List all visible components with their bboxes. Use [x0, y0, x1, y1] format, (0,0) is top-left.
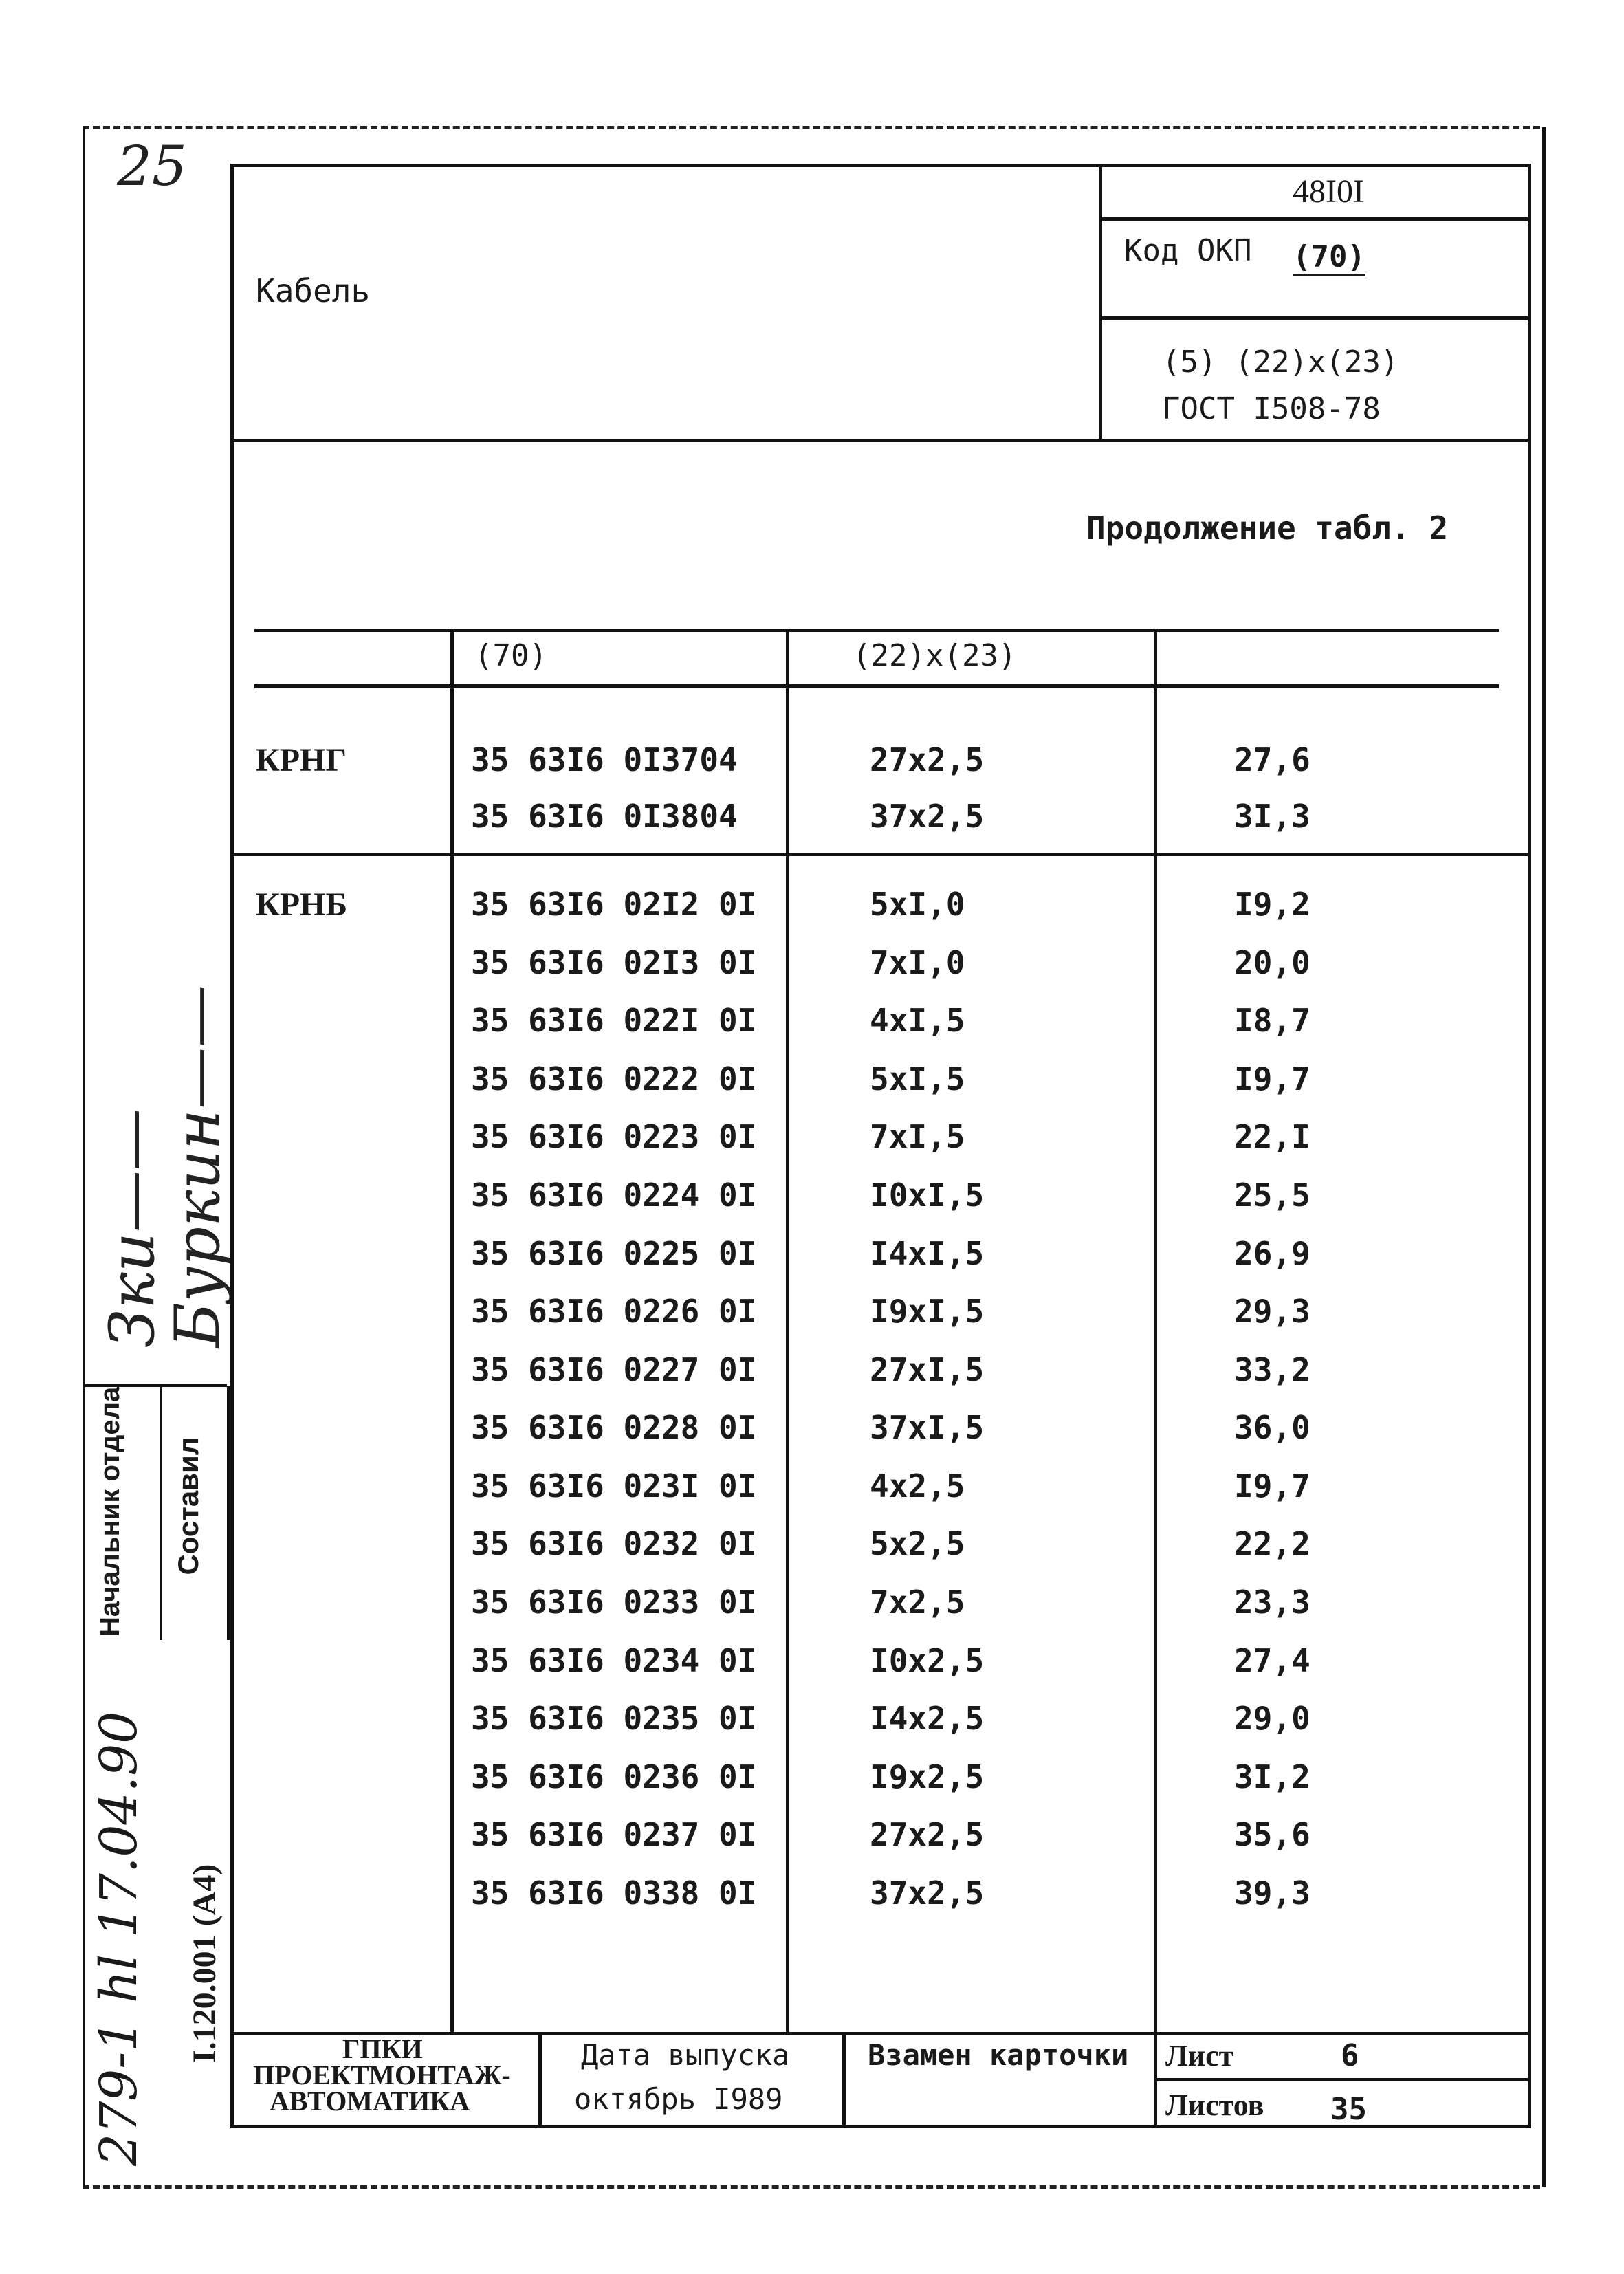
size-cell: 4xI,5 [870, 1002, 965, 1039]
margin-page-number: 25 [117, 134, 187, 198]
frame-top-border [83, 126, 1540, 129]
size-cell: 27x2,5 [870, 741, 985, 778]
sheet-left-line [230, 164, 234, 2127]
footer-date-label: Дата выпуска [581, 2038, 790, 2072]
okp-code-cell: 35 63I6 022I 0I [471, 1002, 757, 1039]
margin-stamp-code: I.120.001 (A4) [186, 1863, 223, 2063]
value-cell: 22,2 [1234, 1525, 1310, 1562]
footer-sheet-divider [1154, 2078, 1529, 2081]
margin-stamp-divider-mid [160, 1386, 162, 1640]
value-cell: I9,2 [1234, 886, 1310, 923]
okp-code-cell: 35 63I6 0226 0I [471, 1293, 757, 1330]
okp-code-cell: 35 63I6 0227 0I [471, 1351, 757, 1388]
footer-col-line-2 [842, 2032, 846, 2126]
value-cell: 26,9 [1234, 1235, 1310, 1272]
continuation-caption: Продолжение табл. 2 [1086, 510, 1449, 547]
okp-code: (70) [1293, 239, 1365, 274]
okp-code-cell: 35 63I6 0225 0I [471, 1235, 757, 1272]
table-header-okp: (70) [474, 638, 547, 673]
value-cell: I9,7 [1234, 1467, 1310, 1505]
size-cell: 5xI,5 [870, 1060, 965, 1097]
value-cell: I9,7 [1234, 1060, 1310, 1097]
okp-code-cell: 35 63I6 0224 0I [471, 1177, 757, 1214]
okp-code-cell: 35 63I6 0234 0I [471, 1642, 757, 1679]
table-col-line-1 [450, 629, 454, 2034]
document-number: 48I0I [1293, 173, 1364, 210]
margin-stamp-divider-right [227, 1386, 230, 1640]
okp-code-cell: 35 63I6 0233 0I [471, 1584, 757, 1621]
group-name-krnb: КРНБ [256, 886, 348, 923]
designation-line-2: ГОСТ I508-78 [1162, 391, 1381, 426]
frame-right-border [1542, 127, 1546, 2187]
footer-sheet-value: 6 [1341, 2038, 1359, 2073]
okp-code-cell: 35 63I6 0228 0I [471, 1409, 757, 1446]
size-cell: 37xI,5 [870, 1409, 985, 1446]
size-cell: 7xI,5 [870, 1118, 965, 1155]
table-col-line-2 [786, 629, 789, 2034]
value-cell: 27,4 [1234, 1642, 1310, 1679]
value-cell: 39,3 [1234, 1874, 1310, 1912]
header-bottom-line [230, 439, 1531, 442]
margin-stamp-inventory: 279-1 hl 17.04.90 [89, 1711, 149, 2166]
table-header-size: (22)x(23) [853, 638, 1017, 673]
value-cell: 3I,2 [1234, 1758, 1310, 1795]
okp-code-cell: 35 63I6 02I3 0I [471, 944, 757, 981]
value-cell: 3I,3 [1234, 798, 1310, 835]
value-cell: 23,3 [1234, 1584, 1310, 1621]
value-cell: 20,0 [1234, 944, 1310, 981]
footer-sheets-label: Листов [1165, 2088, 1264, 2122]
value-cell: 27,6 [1234, 741, 1310, 778]
product-title: Кабель [256, 272, 371, 309]
value-cell: I8,7 [1234, 1002, 1310, 1039]
okp-code-cell: 35 63I6 0237 0I [471, 1816, 757, 1853]
okp-code-cell: 35 63I6 0223 0I [471, 1118, 757, 1155]
footer-top-line [230, 2032, 1531, 2035]
value-cell: 29,0 [1234, 1700, 1310, 1737]
okp-code-cell: 35 63I6 023I 0I [471, 1467, 757, 1505]
size-cell: I0xI,5 [870, 1177, 985, 1214]
size-cell: 27xI,5 [870, 1351, 985, 1388]
footer-sheets-value: 35 [1330, 2092, 1367, 2127]
size-cell: 5x2,5 [870, 1525, 965, 1562]
table-col-line-3 [1154, 629, 1157, 2034]
margin-label-compiled: Составил [172, 1436, 204, 1575]
table-group-divider [232, 853, 1529, 856]
footer-org-line-2: ПРОЕКТМОНТАЖ- [253, 2059, 511, 2090]
header-split-line [1099, 164, 1102, 440]
size-cell: I9xI,5 [870, 1293, 985, 1330]
sheet-top-line [230, 164, 1531, 167]
size-cell: 7x2,5 [870, 1584, 965, 1621]
footer-col-line-1 [538, 2032, 542, 2126]
table-header-bottom-line [254, 684, 1499, 688]
size-cell: 27x2,5 [870, 1816, 985, 1853]
size-cell: I4x2,5 [870, 1700, 985, 1737]
okp-code-cell: 35 63I6 0232 0I [471, 1525, 757, 1562]
size-cell: I0x2,5 [870, 1642, 985, 1679]
value-cell: 22,I [1234, 1118, 1310, 1155]
footer-sheet-label: Лист [1165, 2039, 1234, 2073]
size-cell: 5xI,0 [870, 886, 965, 923]
value-cell: 35,6 [1234, 1816, 1310, 1853]
designation-line-1: (5) (22)x(23) [1162, 345, 1399, 380]
size-cell: 7xI,0 [870, 944, 965, 981]
okp-code-cell: 35 63I6 0235 0I [471, 1700, 757, 1737]
okp-code-cell: 35 63I6 0236 0I [471, 1758, 757, 1795]
okp-code-cell: 35 63I6 0338 0I [471, 1874, 757, 1912]
size-cell: I4xI,5 [870, 1235, 985, 1272]
header-number-line [1099, 217, 1529, 221]
frame-left-border [83, 127, 85, 2187]
footer-date-value: октябрь I989 [574, 2082, 783, 2116]
sheet-right-line [1528, 164, 1531, 2127]
value-cell: 25,5 [1234, 1177, 1310, 1214]
okp-label: Код ОКП [1124, 233, 1252, 268]
value-cell: 29,3 [1234, 1293, 1310, 1330]
header-okp-line [1099, 316, 1529, 320]
okp-code-cell: 35 63I6 0I3804 [471, 798, 738, 835]
size-cell: 37x2,5 [870, 1874, 985, 1912]
footer-replace-label: Взамен карточки [868, 2038, 1129, 2072]
value-cell: 33,2 [1234, 1351, 1310, 1388]
group-name-krng: КРНГ [256, 742, 347, 778]
okp-code-cell: 35 63I6 0I3704 [471, 741, 738, 778]
size-cell: I9x2,5 [870, 1758, 985, 1795]
okp-code-cell: 35 63I6 0222 0I [471, 1060, 757, 1097]
table-top-line [254, 629, 1499, 632]
footer-org-line-1: ГПКИ [342, 2033, 423, 2064]
value-cell: 36,0 [1234, 1409, 1310, 1446]
size-cell: 4x2,5 [870, 1467, 965, 1505]
okp-code-cell: 35 63I6 02I2 0I [471, 886, 757, 923]
size-cell: 37x2,5 [870, 798, 985, 835]
margin-label-chief: Начальник отдела [95, 1386, 125, 1637]
frame-bottom-border [83, 2185, 1540, 2189]
footer-org-line-3: АВТОМАТИКА [270, 2086, 470, 2117]
